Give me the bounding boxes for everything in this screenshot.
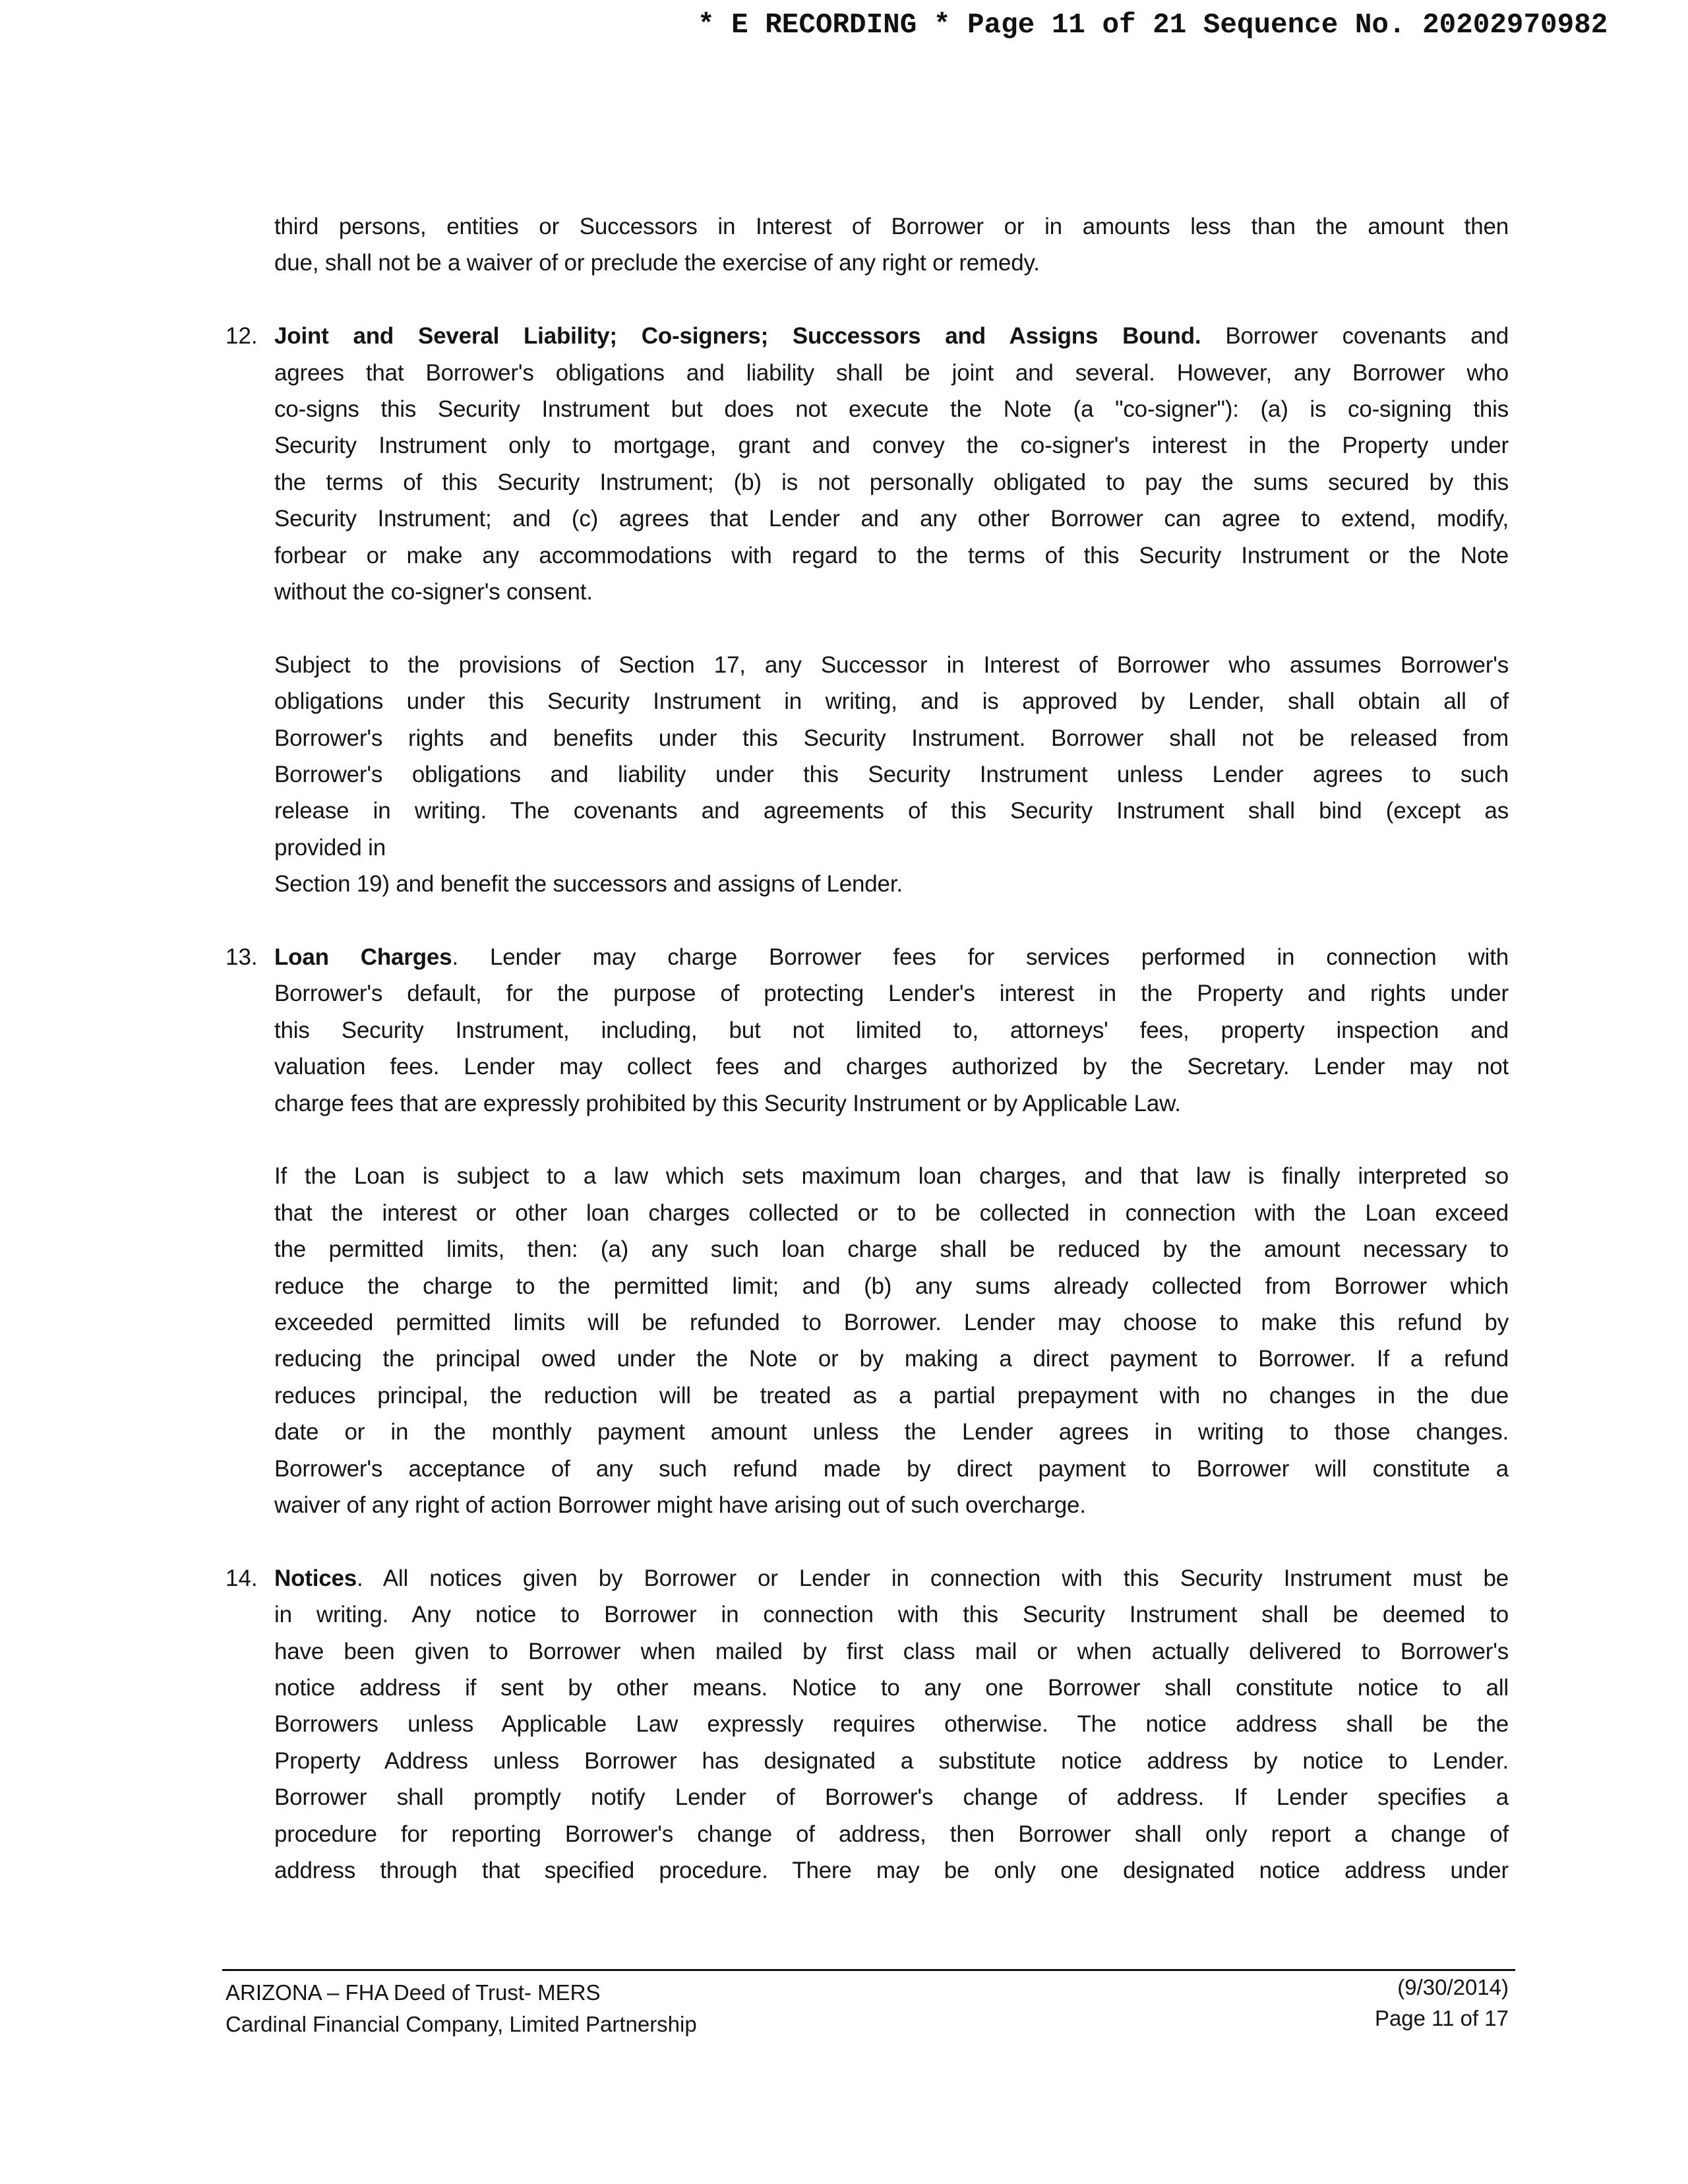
text-line: reduce the charge to the permitted limit; and (b) any sums already collected from Borrower which xyxy=(274,1273,1509,1299)
text-line: charge fees that are expressly prohibited by this Security Instrument or by Applicable Law. xyxy=(274,1090,1181,1116)
text-line: Security Instrument only to mortgage, grant and convey the co-signer's interest in the Property under xyxy=(274,433,1509,459)
footer-page-number: Page 11 of 17 xyxy=(1374,2006,1509,2030)
text-line: reduces principal, the reduction will be treated as a partial prepayment with no changes in the due xyxy=(274,1382,1509,1409)
text-line: Borrower's acceptance of any such refund made by direct payment to Borrower will constitute a xyxy=(274,1455,1509,1482)
text-line: address through that specified procedure. There may be only one designated notice address under xyxy=(274,1858,1509,1883)
footer-form-title: ARIZONA – FHA Deed of Trust- MERS xyxy=(226,1980,601,2005)
text-line: without the co-signer's consent. xyxy=(274,579,593,605)
text-line: Borrower's default, for the purpose of protecting Lender's interest in the Property and rights under xyxy=(274,981,1509,1007)
footer-form-date: (9/30/2014) xyxy=(1397,1975,1509,1999)
text-line: Security Instrument; and (c) agrees that Lender and any other Borrower can agree to extend, modify, xyxy=(274,506,1509,532)
section-text: . All notices given by Borrower or Lender in connection with this Security Instrument must be xyxy=(357,1565,1509,1591)
text-line: this Security Instrument, including, but not limited to, attorneys' fees, property inspection and xyxy=(274,1017,1509,1043)
text-line: Subject to the provisions of Section 17, any Successor in Interest of Borrower who assumes Borrower's xyxy=(274,652,1509,678)
section-heading: Notices xyxy=(274,1565,357,1591)
text-line: in writing. Any notice to Borrower in connection with this Security Instrument shall be deemed to xyxy=(274,1602,1509,1628)
text-line: agrees that Borrower's obligations and liability shall be joint and several. However, any Borrower who xyxy=(274,359,1509,386)
text-line xyxy=(274,1560,1509,1596)
text-line: due, shall not be a waiver of or preclude the exercise of any right or remedy. xyxy=(274,250,1040,276)
text-line: the permitted limits, then: (a) any such loan charge shall be reduced by the amount necessary to xyxy=(274,1236,1509,1263)
text-line: release in writing. The covenants and agreements of this Security Instrument shall bind (except as xyxy=(274,798,1509,824)
section-number: 12. xyxy=(226,323,258,349)
text-line: notice address if sent by other means. Notice to any one Borrower shall constitute notice to all xyxy=(274,1675,1509,1701)
text-line: Borrower shall promptly notify Lender of Borrower's change of address. If Lender specifies a xyxy=(274,1784,1509,1811)
recording-stamp-header: * E RECORDING * Page 11 of 21 Sequence No. 20202970982 xyxy=(698,9,1608,41)
text-line: provided in xyxy=(274,834,386,861)
text-line: exceeded permitted limits will be refunded to Borrower. Lender may choose to make this refund by xyxy=(274,1310,1509,1335)
text-line xyxy=(274,939,1509,975)
text-line: date or in the monthly payment amount unless the Lender agrees in writing to those changes. xyxy=(274,1419,1509,1445)
section-heading: Joint and Several Liability; Co-signers; Successors and Assigns Bound. xyxy=(274,323,1201,349)
text-line: have been given to Borrower when mailed by first class mail or when actually delivered to Borrower's xyxy=(274,1638,1509,1664)
text-line: third persons, entities or Successors in Interest of Borrower or in amounts less than the amount then xyxy=(274,214,1509,239)
text-line: that the interest or other loan charges collected or to be collected in connection with the Loan exceed xyxy=(274,1199,1509,1226)
text-line xyxy=(274,318,1509,354)
text-line: obligations under this Security Instrument in writing, and is approved by Lender, shall obtain all of xyxy=(274,688,1509,715)
text-line: co-signs this Security Instrument but does not execute the Note (a "co-signer"): (a) is co-signing this xyxy=(274,396,1509,422)
text-line: procedure for reporting Borrower's change of address, then Borrower shall only report a change of xyxy=(274,1821,1509,1847)
text-line: Section 19) and benefit the successors and assigns of Lender. xyxy=(274,871,903,897)
section-heading: Loan Charges xyxy=(274,944,452,970)
section-text: . Lender may charge Borrower fees for services performed in connection with xyxy=(452,944,1509,970)
text-line: Property Address unless Borrower has designated a substitute notice address by notice to Lender. xyxy=(274,1747,1509,1774)
footer-divider xyxy=(222,1969,1515,1971)
section-text: Borrower covenants and xyxy=(1225,323,1509,349)
footer-lender-name: Cardinal Financial Company, Limited Partnership xyxy=(226,2012,697,2036)
text-line: reducing the principal owed under the Note or by making a direct payment to Borrower. If a refund xyxy=(274,1346,1509,1372)
section-number: 13. xyxy=(226,944,258,970)
text-line: waiver of any right of action Borrower might have arising out of such overcharge. xyxy=(274,1492,1086,1518)
text-line: Borrowers unless Applicable Law expressly requires otherwise. The notice address shall be the xyxy=(274,1711,1509,1738)
text-line: the terms of this Security Instrument; (b) is not personally obligated to pay the sums secured by this xyxy=(274,469,1509,495)
text-line: forbear or make any accommodations with regard to the terms of this Security Instrument or the Note xyxy=(274,542,1509,568)
text-line: Borrower's obligations and liability under this Security Instrument unless Lender agrees to such xyxy=(274,762,1509,787)
text-line: Borrower's rights and benefits under this Security Instrument. Borrower shall not be released from xyxy=(274,725,1509,751)
text-line: valuation fees. Lender may collect fees and charges authorized by the Secretary. Lender may not xyxy=(274,1054,1509,1080)
text-line: If the Loan is subject to a law which sets maximum loan charges, and that law is finally interpreted so xyxy=(274,1163,1509,1190)
section-number: 14. xyxy=(226,1565,258,1591)
